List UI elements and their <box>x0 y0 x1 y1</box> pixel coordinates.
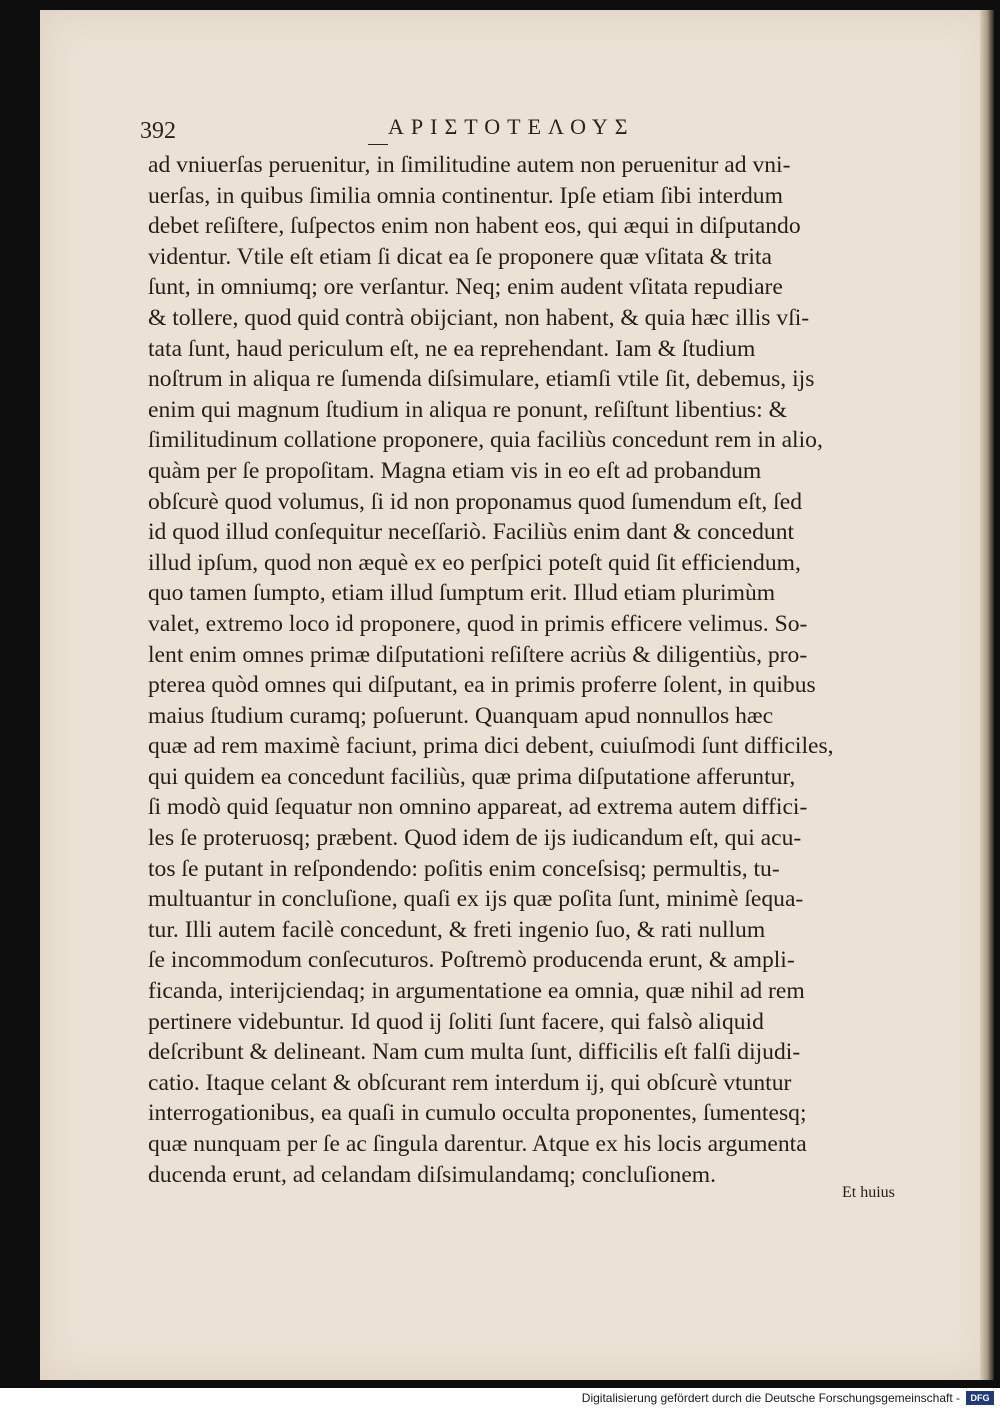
text-line: tata ſunt, haud periculum eſt, ne ea reprehendant. Iam & ſtudium <box>148 335 756 362</box>
text-line: lent enim omnes primæ diſputationi reſiſtere acriùs & diligentiùs, pro- <box>148 641 808 668</box>
footer-bar <box>0 1388 1000 1409</box>
text-line: catio. Itaque celant & obſcurant rem interdum ij, qui obſcurè vtuntur <box>148 1069 792 1096</box>
text-line: qui quidem ea concedunt faciliùs, quæ prima diſputatione afferuntur, <box>148 763 796 790</box>
catchword: Et huius <box>842 1184 895 1201</box>
funding-credit: Digitalisierung gefördert durch die Deutsche Forschungsgemeinschaft - <box>581 1391 960 1405</box>
text-line: obſcurè quod volumus, ſi id non proponamus quod ſumendum eſt, ſed <box>148 488 803 515</box>
text-line: quo tamen ſumpto, etiam illud ſumptum erit. Illud etiam plurimùm <box>148 580 776 607</box>
text-line: uerſas, in quibus ſimilia omnia continentur. Ipſe etiam ſibi interdum <box>148 182 783 209</box>
text-line: ducenda erunt, ad celandam diſsimulandamq; concluſionem. <box>148 1161 717 1188</box>
page-header <box>140 108 820 148</box>
page-number: 392 <box>140 118 176 144</box>
text-line: interrogationibus, ea quaſi in cumulo occulta proponentes, ſumentesq; <box>148 1100 807 1127</box>
text-line: enim qui magnum ſtudium in aliqua re ponunt, reſiſtunt libentius: & <box>148 396 787 423</box>
text-line: illud ipſum, quod non æquè ex eo perſpici poteſt quid ſit efficiendum, <box>148 549 801 576</box>
text-line: ſe incommodum conſecuturos. Poſtremò producenda erunt, & ampli- <box>148 947 795 974</box>
text-line: ficanda, interijciendaq; in argumentatione ea omnia, quæ nihil ad rem <box>148 978 805 1005</box>
text-line: ſunt, in omniumq; ore verſantur. Neq; enim audent vſitata repudiare <box>148 274 783 301</box>
text-line: ſi modò quid ſequatur non omnino appareat, ad extrema autem diffici- <box>148 794 808 821</box>
text-line: debet reſiſtere, ſuſpectos enim non habent eos, qui æqui in diſputando <box>148 213 801 240</box>
text-line: maius ſtudium curamq; poſuerunt. Quanquam apud nonnullos hæc <box>148 702 774 729</box>
running-title: ΑΡΙΣΤΟΤΕΛΟΥΣ <box>388 114 635 139</box>
text-line: quæ nunquam per ſe ac ſingula darentur. Atque ex his locis argumenta <box>148 1131 807 1157</box>
text-line: id quod illud conſequitur neceſſariò. Faciliùs enim dant & concedunt <box>148 519 795 546</box>
text-line: tos ſe putant in reſpondendo: poſitis enim conceſsisq; permultis, tu- <box>148 855 780 882</box>
text-line: pertinere videbuntur. Id quod ij ſoliti ſunt facere, qui falsò aliquid <box>148 1008 764 1035</box>
body-text <box>148 150 948 1190</box>
text-line: noſtrum in aliqua re ſumenda diſsimulare, etiamſi vtile ſit, debemus, ijs <box>148 366 815 393</box>
text-line: ſimilitudinum collatione proponere, quia faciliùs concedunt rem in alio, <box>148 427 823 454</box>
text-line: deſcribunt & delineant. Nam cum multa ſunt, difficilis eſt falſi dijudi- <box>148 1039 801 1066</box>
text-line: les ſe proteruosq; præbent. Quod idem de ijs iudicandum eſt, qui acu- <box>148 825 802 852</box>
text-line: quàm per ſe propoſitam. Magna etiam vis in eo eſt ad probandum <box>148 457 762 484</box>
text-line: valet, extremo loco id proponere, quod in primis efficere velimus. So- <box>148 610 808 637</box>
text-line: pterea quòd omnes qui diſputant, ea in primis proferre ſolent, in quibus <box>148 672 816 699</box>
text-line: tur. Illi autem facilè concedunt, & freti ingenio ſuo, & rati nullum <box>148 916 766 943</box>
text-line: videntur. Vtile eſt etiam ſi dicat ea ſe proponere quæ vſitata & trita <box>148 243 772 270</box>
dfg-logo: DFG <box>966 1391 994 1405</box>
text-line: quæ ad rem maximè faciunt, prima dici debent, cuiuſmodi ſunt difficiles, <box>148 733 834 760</box>
text-line: multuantur in concluſione, quaſi ex ijs quæ poſita ſunt, minimè ſequa- <box>148 886 804 913</box>
text-line: ad vniuerſas peruenitur, in ſimilitudine autem non peruenitur ad vni- <box>148 152 791 178</box>
text-line: & tollere, quod quid contrà obijciant, non habent, & quia hæc illis vſi- <box>148 304 810 331</box>
title-rule <box>368 144 388 145</box>
page-edge <box>980 10 994 1380</box>
